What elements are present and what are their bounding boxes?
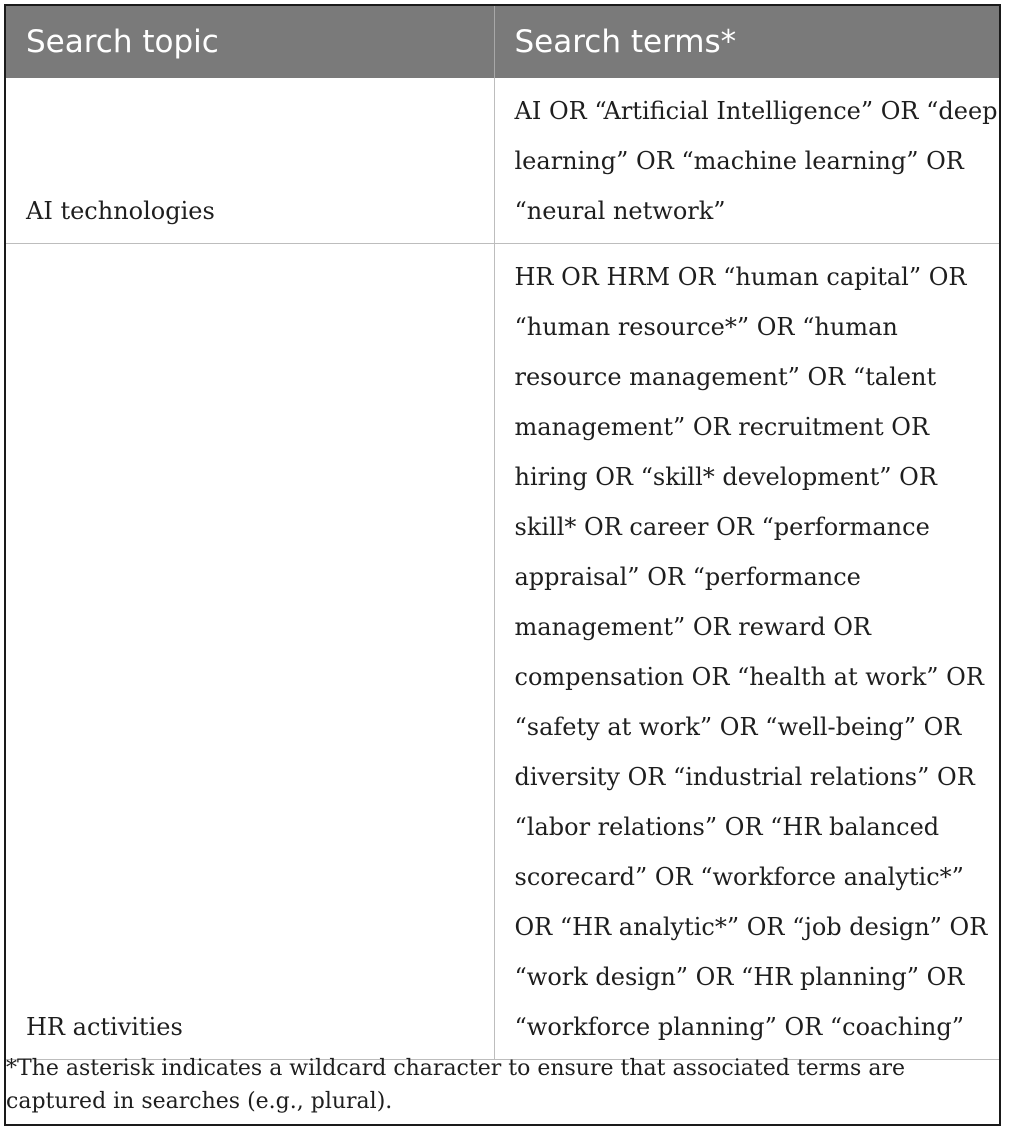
header-search-terms: Search terms* (494, 6, 1001, 78)
table-header (6, 6, 1001, 78)
search-terms-table (6, 6, 1001, 1060)
header-search-topic: Search topic (6, 6, 494, 78)
header-row (6, 6, 1001, 78)
topic-cell: AI technologies (6, 78, 494, 244)
table-footnote: *The asterisk indicates a wildcard character to ensure that associated terms are captured in searches (e.g., plural). (6, 1056, 905, 1114)
topic-cell: HR activities (6, 244, 494, 1060)
table-row (6, 78, 1001, 244)
table-frame (4, 4, 1001, 1126)
table-body (6, 78, 1001, 1060)
terms-cell: HR OR HRM OR “human capital” OR “human resource*” OR “human resource management” OR “talent management” OR recruitment OR hiring OR “skill* development” OR skill* OR career OR “performance appraisal” OR “performance management” OR reward OR compensation OR “health at work” OR “safety at work” OR “well-being” OR diversity OR “industrial relations” OR “labor relations” OR “HR balanced scorecard” OR “workforce analytic*” OR “HR analytic*” OR “job design” OR “work design” OR “HR planning” OR “workforce planning” OR “coaching” (494, 244, 1001, 1060)
table-row (6, 244, 1001, 1060)
terms-cell: AI OR “Artificial Intelligence” OR “deep learning” OR “machine learning” OR “neural network” (494, 78, 1001, 244)
